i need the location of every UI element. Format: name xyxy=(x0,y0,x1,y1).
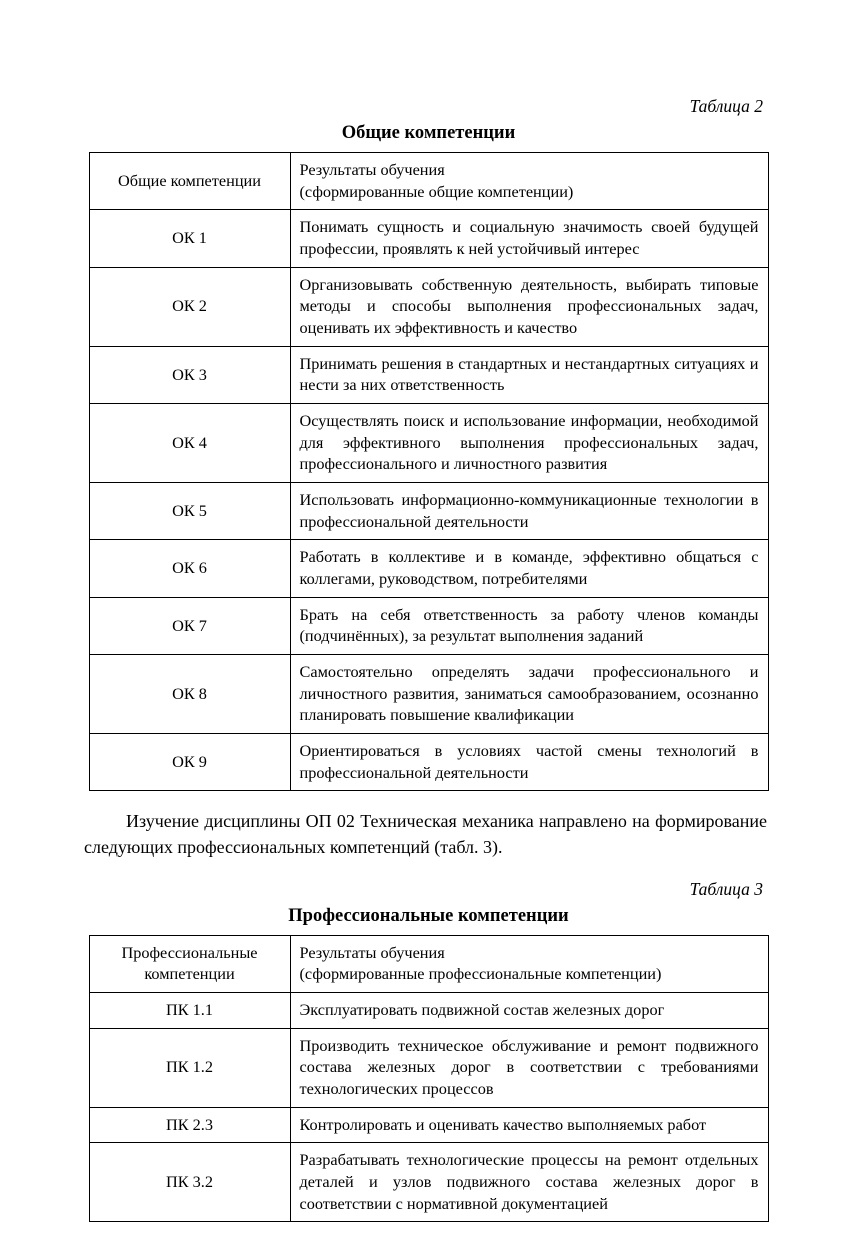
table-row xyxy=(89,267,768,346)
competence-code: ПК 1.1 xyxy=(89,992,290,1028)
table-row xyxy=(89,483,768,540)
competence-description: Организовывать собственную деятельность, выбирать типовые методы и способы выполнения профессиональных задач, оценивать их эффективность и качество xyxy=(290,267,768,346)
competence-code: ОК 9 xyxy=(89,734,290,791)
table-row xyxy=(89,1143,768,1222)
competence-code: ОК 6 xyxy=(89,540,290,597)
competence-description: Понимать сущность и социальную значимость своей будущей профессии, проявлять к ней устойчивый интерес xyxy=(290,210,768,267)
table-row xyxy=(89,404,768,483)
competence-code: ПК 2.3 xyxy=(89,1107,290,1143)
table-row xyxy=(89,210,768,267)
table3-header-col1-line2: компетенции xyxy=(144,964,235,984)
table-row xyxy=(89,655,768,734)
competence-description: Контролировать и оценивать качество выполняемых работ xyxy=(290,1107,768,1143)
table3-header-col2-line1: Результаты обучения xyxy=(299,942,445,962)
table-row xyxy=(89,1028,768,1107)
table3-header-col2-line2: (сформированные профессиональные компетенции) xyxy=(299,964,662,984)
table-header-row xyxy=(89,153,768,210)
table-professional-competences xyxy=(89,935,769,1223)
competence-description: Работать в коллективе и в команде, эффективно общаться с коллегами, руководством, потребителями xyxy=(290,540,768,597)
competence-description: Самостоятельно определять задачи профессионального и личностного развития, заниматься самообразованием, осознанно планировать повышение квалификации xyxy=(290,655,768,734)
competence-code: ОК 3 xyxy=(89,346,290,403)
table2-header-col2-line1: Результаты обучения xyxy=(299,160,445,179)
competence-code: ОК 4 xyxy=(89,404,290,483)
table2-header-col1: Общие компетенции xyxy=(89,153,290,210)
table-general-competences xyxy=(89,152,769,791)
competence-description: Использовать информационно-коммуникационные технологии в профессиональной деятельности xyxy=(290,483,768,540)
table-row xyxy=(89,734,768,791)
table3-header-col1-line1: Профессиональные xyxy=(121,942,258,962)
competence-code: ОК 5 xyxy=(89,483,290,540)
table-header-row xyxy=(89,935,768,992)
body-paragraph: Изучение дисциплины ОП 02 Техническая механика направлено на формирование следующих профессиональных компетенций (табл. 3). xyxy=(84,811,767,857)
competence-description: Ориентироваться в условиях частой смены технологий в профессиональной деятельности xyxy=(290,734,768,791)
table3-caption-number: Таблица 3 xyxy=(689,878,763,899)
table2-body xyxy=(89,210,768,791)
table3-header-col2 xyxy=(290,935,768,992)
competence-code: ОК 2 xyxy=(89,267,290,346)
table2-header xyxy=(89,153,768,210)
table-row xyxy=(89,1107,768,1143)
table-row xyxy=(89,992,768,1028)
table3-header xyxy=(89,935,768,992)
table-row xyxy=(89,597,768,654)
competence-description: Принимать решения в стандартных и нестандартных ситуациях и нести за них ответственность xyxy=(290,346,768,403)
table-row xyxy=(89,540,768,597)
table2-header-col2 xyxy=(290,153,768,210)
table3-body xyxy=(89,992,768,1221)
competence-description: Разрабатывать технологические процессы на ремонт отдельных деталей и узлов подвижного состава железных дорог в соответствии с нормативной документацией xyxy=(290,1143,768,1222)
table3-title: Профессиональные компетенции xyxy=(288,905,569,926)
competence-code: ПК 3.2 xyxy=(89,1143,290,1222)
table3-header-col1 xyxy=(89,935,290,992)
competence-description: Брать на себя ответственность за работу членов команды (подчинённых), за результат выполнения заданий xyxy=(290,597,768,654)
table2-header-col2-line2: (сформированные общие компетенции) xyxy=(299,181,574,201)
competence-description: Эксплуатировать подвижной состав железных дорог xyxy=(290,992,768,1028)
table-row xyxy=(89,346,768,403)
competence-description: Производить техническое обслуживание и ремонт подвижного состава железных дорог в соответствии с требованиями технологических процессов xyxy=(290,1028,768,1107)
table2-title: Общие компетенции xyxy=(341,123,516,143)
competence-code: ОК 8 xyxy=(89,655,290,734)
competence-description: Осуществлять поиск и использование информации, необходимой для эффективного выполнения профессиональных задач, профессионального и личностного развития xyxy=(290,404,768,483)
table2-caption-number: Таблица 2 xyxy=(689,96,763,116)
competence-code: ОК 1 xyxy=(89,210,290,267)
competence-code: ОК 7 xyxy=(89,597,290,654)
competence-code: ПК 1.2 xyxy=(89,1028,290,1107)
